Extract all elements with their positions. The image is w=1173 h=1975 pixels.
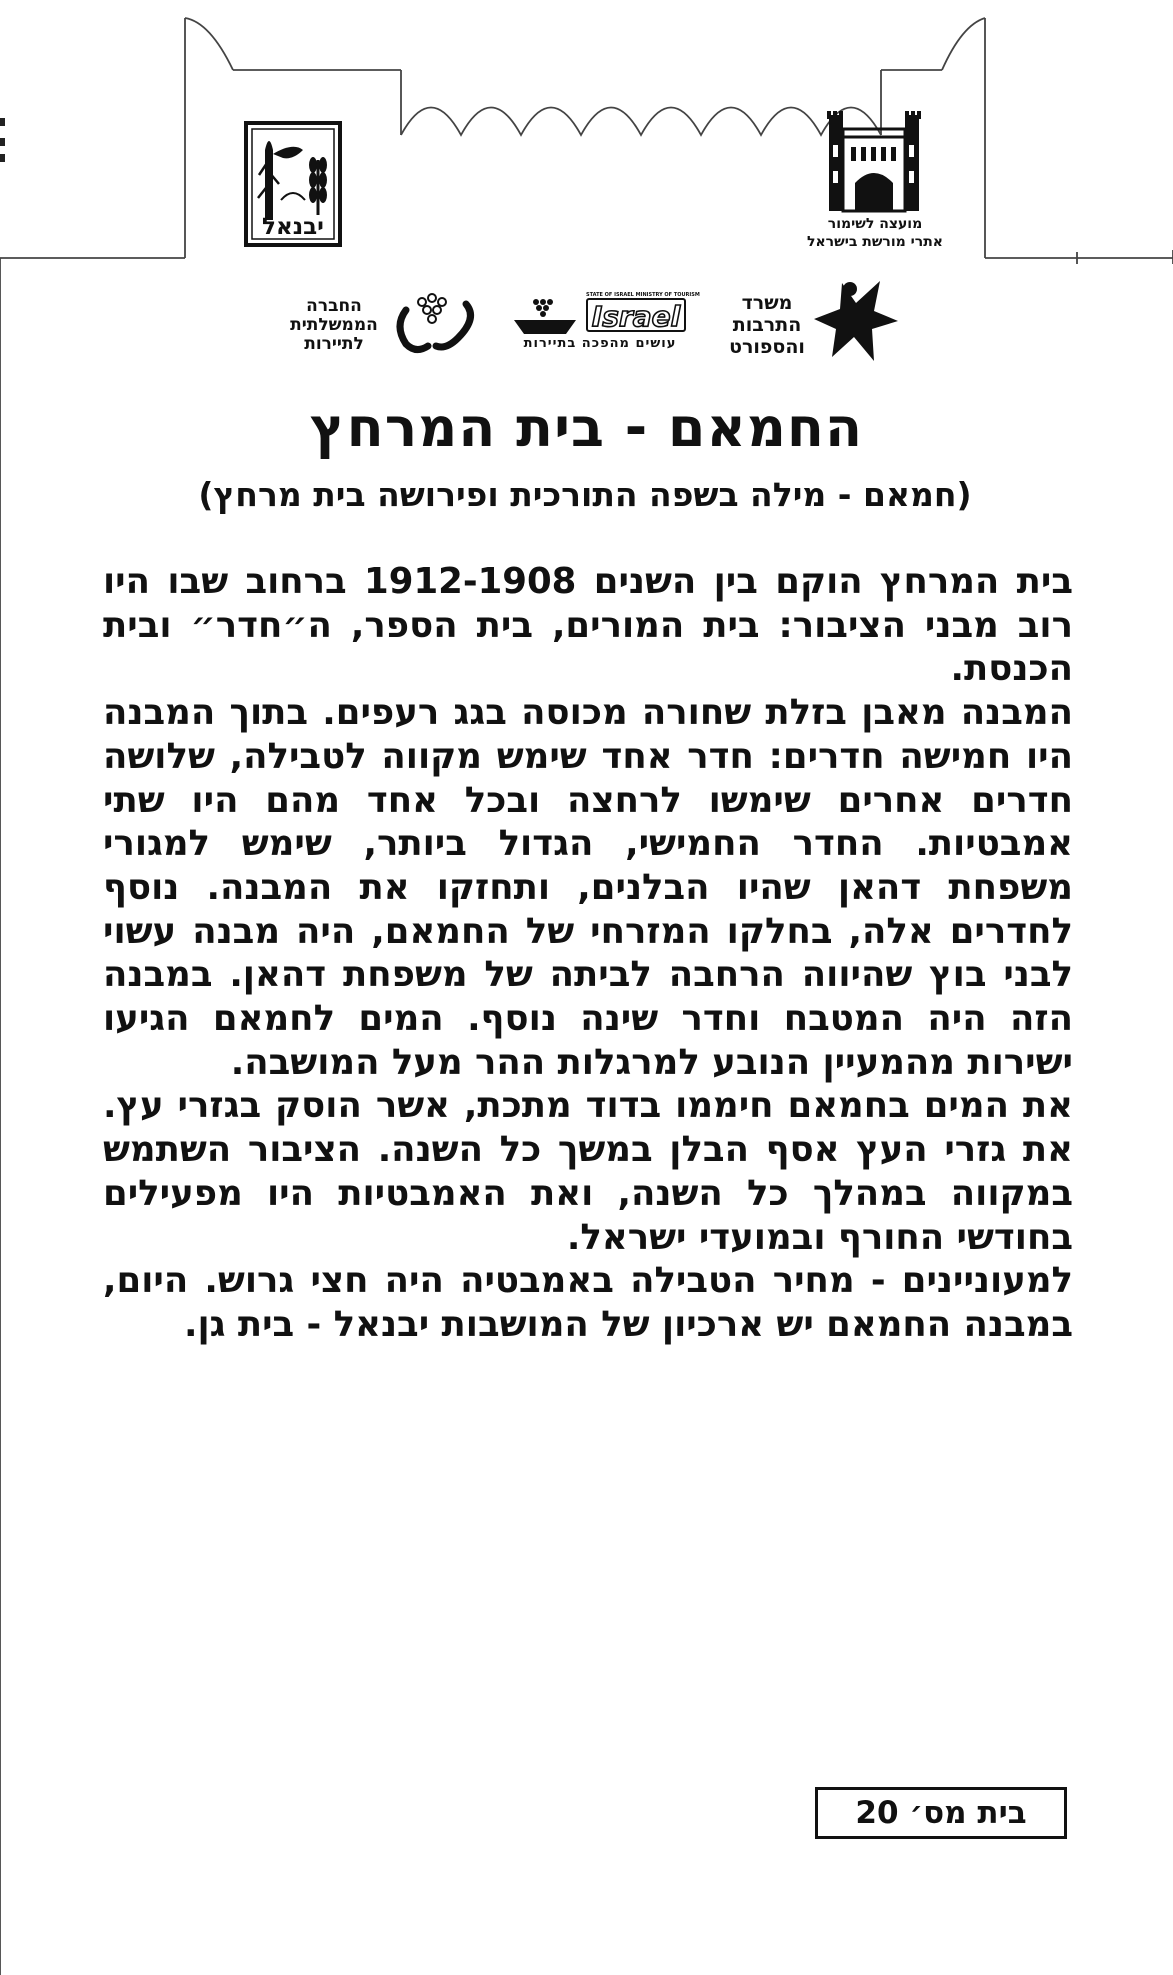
- culture-ministry-star-icon: [812, 275, 900, 367]
- israel-tourism-wordmark: Israel: [586, 298, 686, 332]
- israel-tourism-slogan: עושים מהפכה בתיירות: [523, 336, 677, 351]
- tourism-company-line3: לתיירות: [304, 334, 364, 354]
- article-body: [103, 560, 1073, 1347]
- house-number-badge: בית מס׳ 20: [815, 1787, 1067, 1839]
- page-subtitle: (חמאם - מילה בשפה התורכית ופירושה בית מרחץ): [198, 475, 972, 514]
- paragraph: המבנה מאבן בזלת שחורה מכוסה בגג רעפים. בתוך המבנה היו חמישה חדרים: חדר אחד שימש מקווה לטבילה, שלושה חדרים אחרים שימשו לרחצה ובכל אחד מהם היו שתי אמבטיות. החדר החמישי, הגדול ביותר, שימש למגורי משפחת דהאן שהיו הבלנים, ותחזקו את המבנה. נוסף לחדרים אלה, בחלקו המזרחי של החמאם, היה מבנה עשוי לבני בוץ שהיווה הרחבה לביתה של משפחת דהאן. במבנה הזה היה המטבח וחדר שינה נוסף. המים לחמאם הגיעו ישירות מהמעיין הנובע למרגלות ההר מעל המושבה.: [103, 692, 1073, 1083]
- page-title: החמאם - בית המרחץ: [309, 396, 864, 459]
- israel-tourism-logo: [510, 288, 700, 354]
- yavneel-logo: [243, 120, 343, 248]
- culture-ministry-line2: התרבות: [732, 314, 802, 336]
- heritage-council-logo: [819, 105, 929, 213]
- paragraph: בית המרחץ הוקם בין השנים 1912-1908 ברחוב שבו היו רוב מבני הציבור: בית המורים, בית הספר, ה״חדר״ ובית הכנסת.: [103, 561, 1074, 690]
- building-outline: [0, 0, 1173, 300]
- culture-ministry-name: [722, 292, 812, 358]
- heritage-council-name: [780, 215, 970, 251]
- paragraph: למעוניינים - מחיר הטבילה באמבטיה היה חצי גרוש. היום, במבנה החמאם יש ארכיון של המושבות יבנאל - בית גן.: [103, 1260, 1073, 1345]
- yavneel-logo-text: יבנאל: [262, 214, 324, 240]
- paragraph: את המים בחמאם חיממו בדוד מתכת, אשר הוסק בגזרי עץ. את גזרי העץ אסף הבלן במשך כל השנה. הציבור השתמש במקווה במהלך כל השנה, ואת האמבטיות היו מפעילים בחודשי החורף ובמועדי ישראל.: [103, 1085, 1073, 1258]
- heritage-council-line2: אתרי מורשת בישראל: [807, 234, 943, 250]
- tourism-company-line1: החברה: [306, 296, 362, 316]
- culture-ministry-line3: והספורט: [729, 336, 805, 358]
- culture-ministry-line1: משרד: [741, 292, 793, 314]
- heritage-council-line1: מועצה לשימור: [827, 216, 923, 232]
- tourism-company-name: [275, 297, 393, 354]
- tourism-company-heart-icon: [392, 288, 478, 358]
- tourism-company-line2: הממשלתית: [290, 315, 378, 335]
- grapes-icon: [510, 294, 582, 338]
- israel-tourism-small-text: STATE OF ISRAEL MINISTRY OF TOURISM: [586, 292, 700, 298]
